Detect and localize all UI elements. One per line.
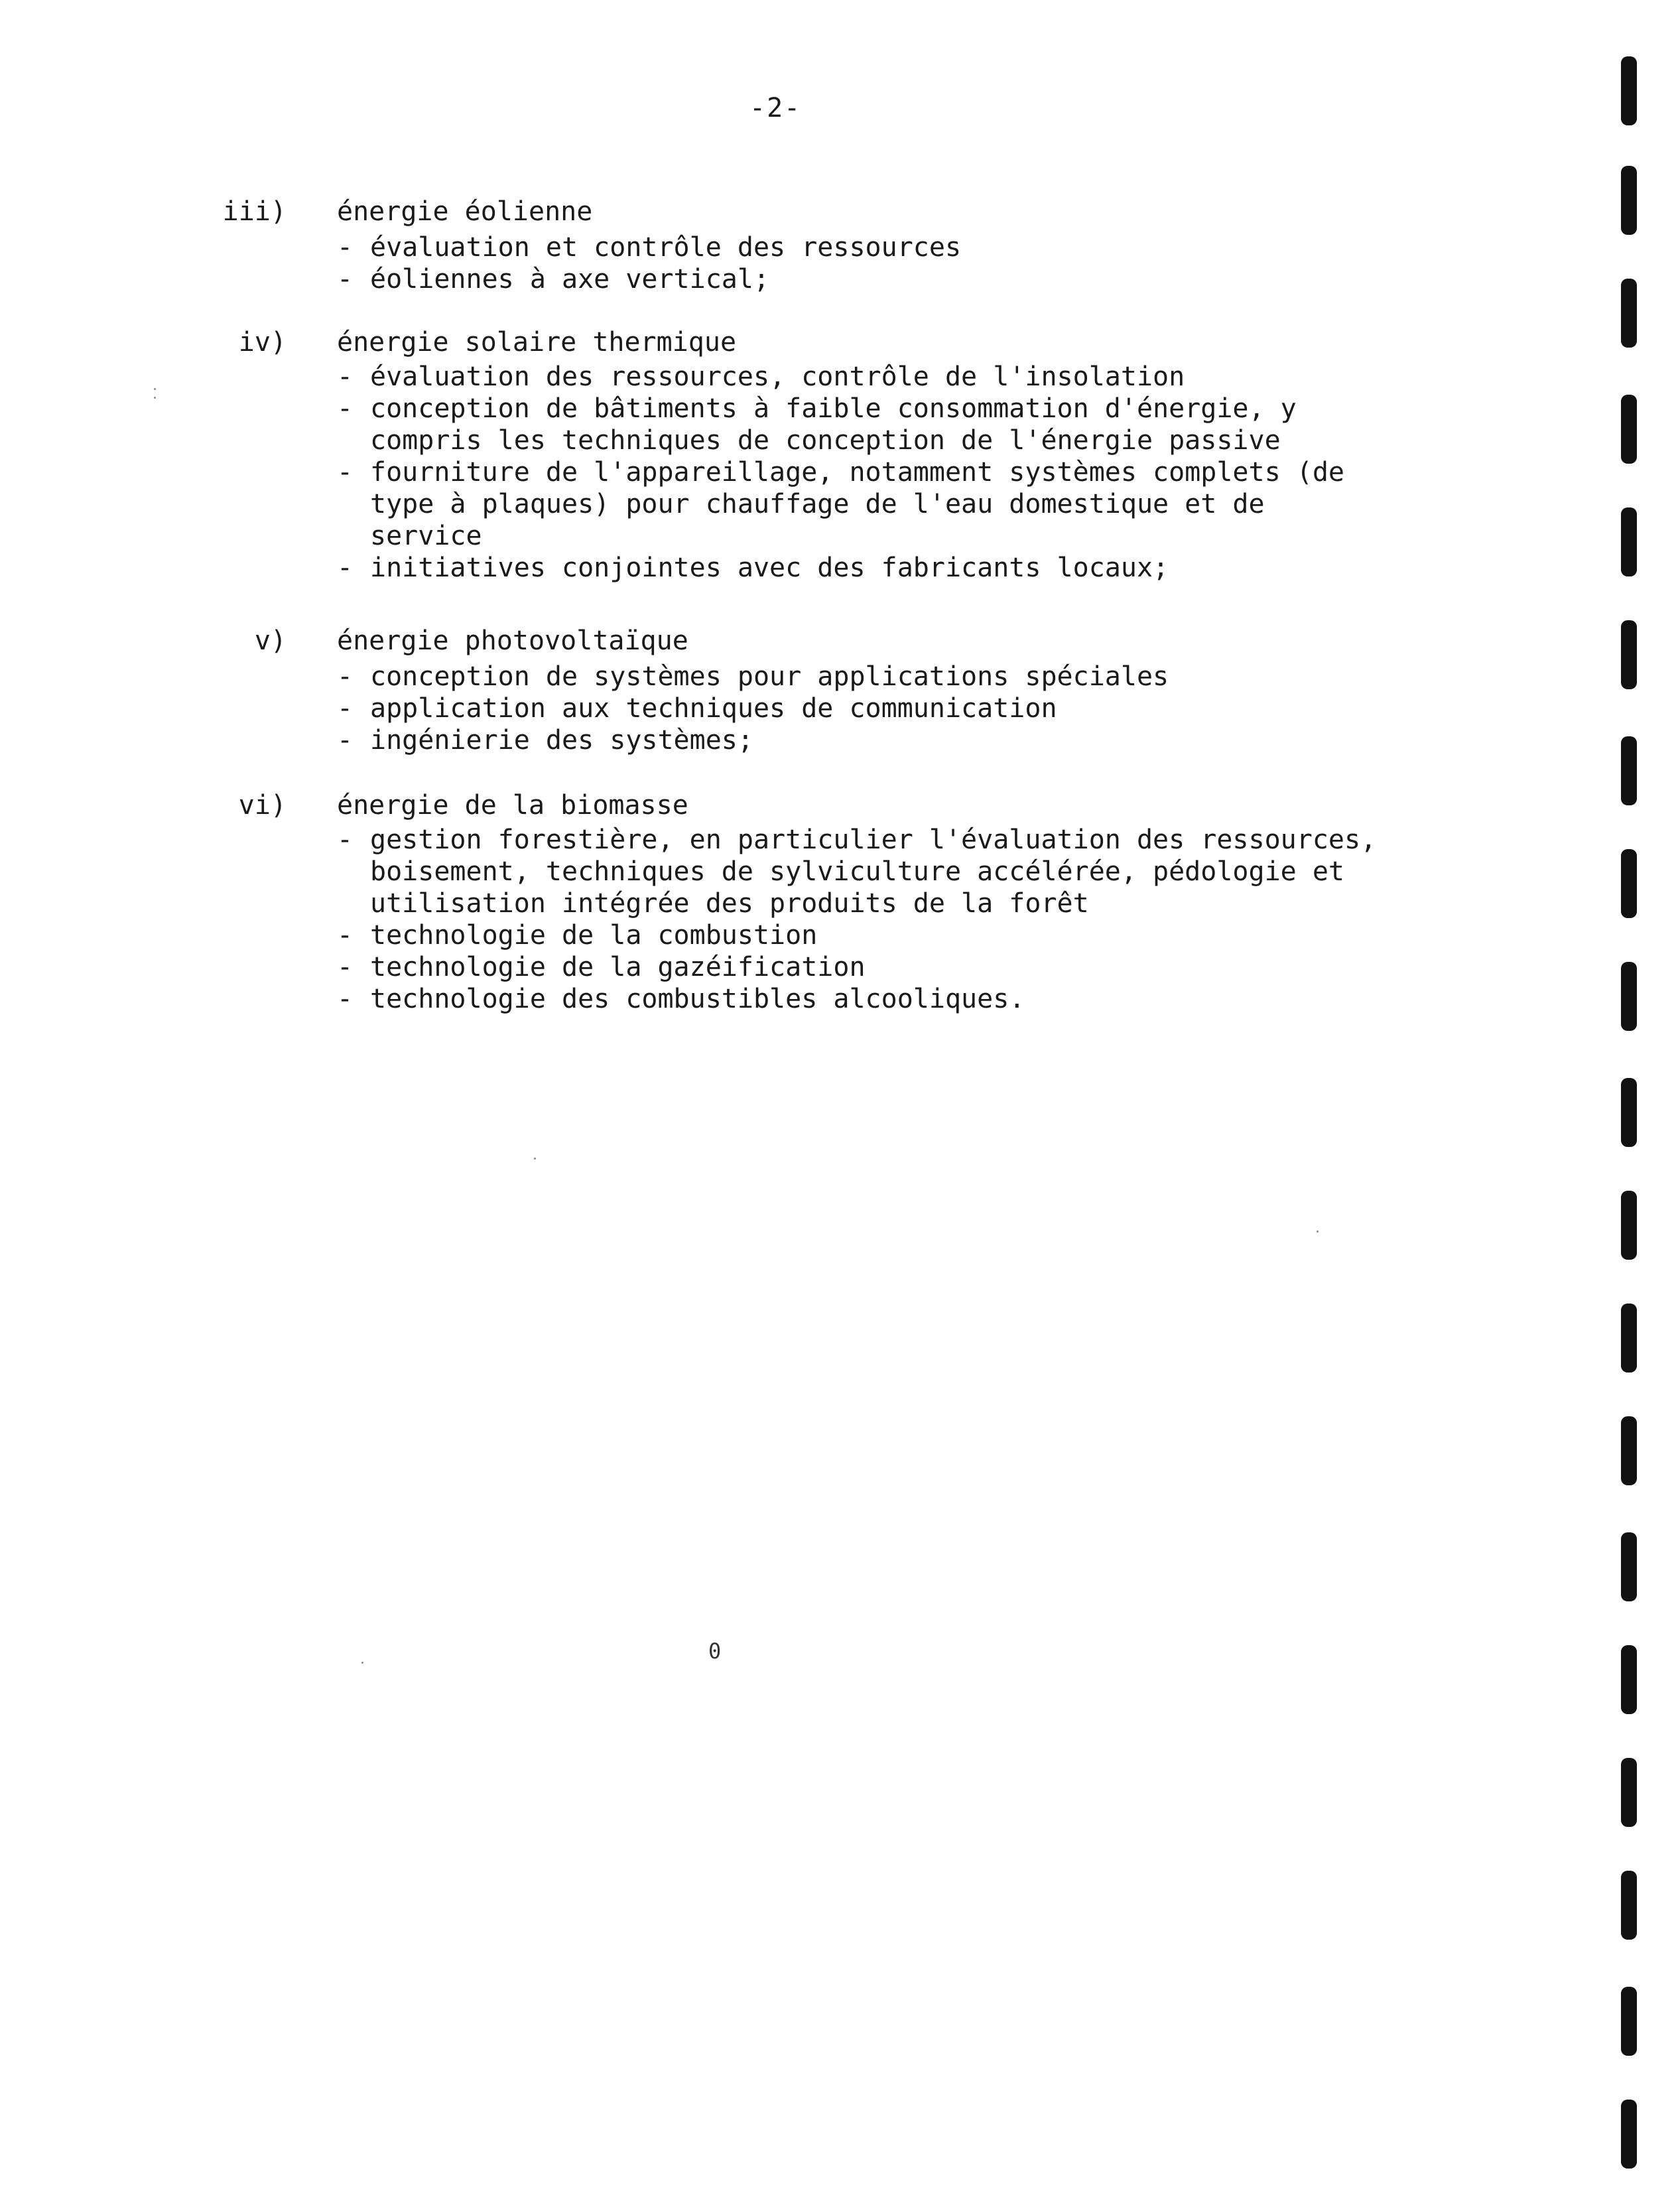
dash: - bbox=[337, 661, 354, 692]
binder-hole bbox=[1621, 1416, 1637, 1485]
list-item: - technologie de la combustion bbox=[337, 920, 818, 951]
section-numeral: iv) bbox=[238, 327, 287, 358]
list-item: - ingénierie des systèmes; bbox=[337, 725, 753, 756]
list-item: - conception de systèmes pour applications spéciales bbox=[337, 661, 1169, 692]
binder-hole bbox=[1621, 1078, 1637, 1147]
binder-hole bbox=[1621, 1987, 1637, 2056]
stray-mark: 0 bbox=[708, 1639, 722, 1664]
list-item: - conception de bâtiments à faible consommation d'énergie, y compris les techniques de conception de l'énergie passive bbox=[337, 393, 1297, 456]
section-numeral: iii) bbox=[222, 196, 287, 227]
dash: - bbox=[337, 393, 354, 424]
binder-hole-marks bbox=[1618, 0, 1645, 2211]
binder-hole bbox=[1621, 2100, 1637, 2169]
list-item: - application aux techniques de communication bbox=[337, 693, 1057, 724]
dash: - bbox=[337, 984, 354, 1014]
list-item: - technologie des combustibles alcooliques. bbox=[337, 984, 1025, 1014]
scan-speck bbox=[361, 1662, 363, 1664]
scan-speck bbox=[534, 1158, 536, 1160]
list-item: - gestion forestière, en particulier l'évaluation des ressources, boisement, techniques de sylviculture accélérée, pédologie et utilisation intégrée des produits de la forêt bbox=[337, 825, 1377, 919]
binder-hole bbox=[1621, 736, 1637, 805]
dash: - bbox=[337, 553, 354, 583]
binder-hole bbox=[1621, 620, 1637, 689]
dash: - bbox=[337, 725, 354, 756]
binder-hole bbox=[1621, 166, 1637, 235]
list-item: - technologie de la gazéification bbox=[337, 952, 866, 982]
dash: - bbox=[337, 825, 354, 855]
page-number: -2- bbox=[749, 93, 802, 123]
dash: - bbox=[337, 264, 354, 295]
list-item: - fourniture de l'appareillage, notamment systèmes complets (de type à plaques) pour chauffage de l'eau domestique et de service bbox=[337, 457, 1345, 551]
item-list bbox=[337, 824, 1498, 1015]
binder-hole bbox=[1621, 1532, 1637, 1601]
section-heading: énergie photovoltaïque bbox=[337, 626, 688, 656]
scan-speck bbox=[154, 388, 156, 390]
dash: - bbox=[337, 362, 354, 392]
dash: - bbox=[337, 693, 354, 724]
item-list bbox=[337, 361, 1498, 584]
dash: - bbox=[337, 232, 354, 263]
item-list bbox=[337, 232, 1498, 295]
dash: - bbox=[337, 457, 354, 488]
list-item: - évaluation et contrôle des ressources bbox=[337, 232, 962, 263]
dash: - bbox=[337, 920, 354, 951]
binder-hole bbox=[1621, 849, 1637, 918]
binder-hole bbox=[1621, 395, 1637, 464]
section-heading: énergie de la biomasse bbox=[337, 790, 688, 821]
dash: - bbox=[337, 952, 354, 982]
section-heading: énergie solaire thermique bbox=[337, 327, 737, 358]
binder-hole bbox=[1621, 56, 1637, 125]
binder-hole bbox=[1621, 507, 1637, 576]
binder-hole bbox=[1621, 1304, 1637, 1373]
binder-hole bbox=[1621, 1871, 1637, 1940]
binder-hole bbox=[1621, 1758, 1637, 1827]
binder-hole bbox=[1621, 962, 1637, 1031]
binder-hole bbox=[1621, 1191, 1637, 1260]
section-numeral: vi) bbox=[238, 790, 287, 821]
item-list bbox=[337, 661, 1498, 756]
scan-speck bbox=[154, 397, 156, 399]
list-item: - éoliennes à axe vertical; bbox=[337, 264, 770, 295]
section-numeral: v) bbox=[254, 626, 287, 656]
binder-hole bbox=[1621, 279, 1637, 348]
list-item: - évaluation des ressources, contrôle de l'insolation bbox=[337, 362, 1185, 392]
binder-hole bbox=[1621, 1645, 1637, 1714]
list-item: - initiatives conjointes avec des fabricants locaux; bbox=[337, 553, 1169, 583]
section-heading: énergie éolienne bbox=[337, 196, 593, 227]
scan-speck bbox=[1317, 1231, 1319, 1233]
